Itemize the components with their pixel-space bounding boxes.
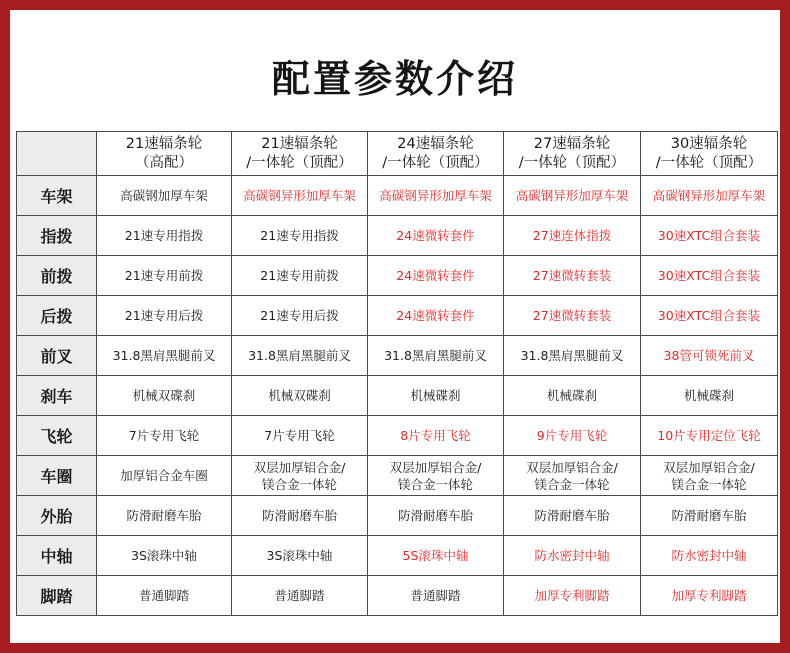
row-label: 脚踏 — [17, 576, 97, 616]
cell-line: 双层加厚铝合金/ — [253, 459, 346, 475]
column-header — [641, 132, 778, 176]
cell-line: 镁合金一体轮 — [671, 476, 747, 492]
table-cell: 31.8黑肩黑腿前叉 — [232, 336, 368, 376]
table-row — [17, 536, 778, 576]
column-header-line1: 27速辐条轮 — [533, 135, 611, 152]
column-header-line1: 21速辐条轮 — [125, 135, 203, 152]
table-cell — [232, 456, 368, 496]
table-cell: 7片专用飞轮 — [232, 416, 368, 456]
table-cell: 普通脚踏 — [368, 576, 504, 616]
cell-line: 镁合金一体轮 — [534, 476, 610, 492]
column-header-line2: /一体轮（顶配） — [655, 154, 763, 171]
table-cell: 高碳钢异形加厚车架 — [232, 176, 368, 216]
table-cell: 8片专用飞轮 — [368, 416, 504, 456]
table-cell: 7片专用飞轮 — [97, 416, 232, 456]
table-cell: 防滑耐磨车胎 — [232, 496, 368, 536]
table-row — [17, 336, 778, 376]
row-label: 后拨 — [17, 296, 97, 336]
table-cell: 防滑耐磨车胎 — [504, 496, 641, 536]
table-cell: 机械碟刹 — [641, 376, 778, 416]
row-label: 飞轮 — [17, 416, 97, 456]
row-label: 外胎 — [17, 496, 97, 536]
table-cell: 21速专用前拨 — [97, 256, 232, 296]
row-label: 车架 — [17, 176, 97, 216]
table-cell: 24速微转套件 — [368, 296, 504, 336]
table-cell: 3S滚珠中轴 — [232, 536, 368, 576]
table-cell: 高碳钢异形加厚车架 — [641, 176, 778, 216]
cell-line: 镁合金一体轮 — [397, 476, 473, 492]
table-cell: 30速XTC组合套装 — [641, 296, 778, 336]
column-header-line2: /一体轮（顶配） — [246, 154, 353, 171]
row-label: 中轴 — [17, 536, 97, 576]
column-header-line1: 21速辐条轮 — [261, 135, 338, 152]
table-cell: 30速XTC组合套装 — [641, 216, 778, 256]
column-header-line2: （高配） — [135, 154, 193, 171]
table-cell: 27速连体指拨 — [504, 216, 641, 256]
cell-line: 镁合金一体轮 — [261, 476, 337, 492]
table-cell: 31.8黑肩黑腿前叉 — [504, 336, 641, 376]
table-row — [17, 496, 778, 536]
table-cell: 30速XTC组合套装 — [641, 256, 778, 296]
table-cell — [504, 456, 641, 496]
table-cell: 9片专用飞轮 — [504, 416, 641, 456]
table-cell: 防滑耐磨车胎 — [368, 496, 504, 536]
table-cell: 31.8黑肩黑腿前叉 — [97, 336, 232, 376]
table-cell: 21速专用指拨 — [232, 216, 368, 256]
table-row — [17, 456, 778, 496]
row-label: 指拨 — [17, 216, 97, 256]
column-header-line2: /一体轮（顶配） — [518, 154, 626, 171]
header-row — [17, 132, 778, 176]
table-cell: 加厚专利脚踏 — [641, 576, 778, 616]
spec-table-body — [17, 176, 778, 616]
table-cell: 21速专用指拨 — [97, 216, 232, 256]
table-cell: 高碳钢加厚车架 — [97, 176, 232, 216]
column-header-line1: 24速辐条轮 — [397, 135, 474, 152]
table-cell: 防水密封中轴 — [641, 536, 778, 576]
column-header — [232, 132, 368, 176]
table-cell: 高碳钢异形加厚车架 — [504, 176, 641, 216]
table-row — [17, 376, 778, 416]
table-cell: 24速微转套件 — [368, 256, 504, 296]
column-header-line1: 30速辐条轮 — [670, 135, 748, 152]
table-cell: 防滑耐磨车胎 — [641, 496, 778, 536]
row-label: 车圈 — [17, 456, 97, 496]
table-cell: 机械碟刹 — [504, 376, 641, 416]
cell-line: 双层加厚铝合金/ — [389, 459, 482, 475]
cell-line: 双层加厚铝合金/ — [526, 459, 618, 475]
cell-line: 双层加厚铝合金/ — [663, 459, 755, 475]
table-cell: 加厚铝合金车圈 — [97, 456, 232, 496]
table-cell: 机械双碟刹 — [97, 376, 232, 416]
table-cell: 加厚专利脚踏 — [504, 576, 641, 616]
table-row — [17, 176, 778, 216]
table-cell: 38管可锁死前叉 — [641, 336, 778, 376]
row-label: 刹车 — [17, 376, 97, 416]
table-row — [17, 216, 778, 256]
table-cell: 24速微转套件 — [368, 216, 504, 256]
table-cell — [368, 456, 504, 496]
table-cell: 27速微转套装 — [504, 296, 641, 336]
page-title: 配置参数介绍 — [271, 57, 518, 101]
column-header — [504, 132, 641, 176]
table-row — [17, 296, 778, 336]
table-cell — [641, 456, 778, 496]
table-cell: 5S滚珠中轴 — [368, 536, 504, 576]
table-row — [17, 256, 778, 296]
table-cell: 防滑耐磨车胎 — [97, 496, 232, 536]
table-cell: 高碳钢异形加厚车架 — [368, 176, 504, 216]
table-cell: 普通脚踏 — [232, 576, 368, 616]
table-row — [17, 576, 778, 616]
table-cell: 27速微转套装 — [504, 256, 641, 296]
column-header — [97, 132, 232, 176]
table-cell: 防水密封中轴 — [504, 536, 641, 576]
table-row — [17, 416, 778, 456]
table-cell: 3S滚珠中轴 — [97, 536, 232, 576]
header-corner-cell — [17, 132, 97, 176]
table-cell: 21速专用前拨 — [232, 256, 368, 296]
table-cell: 31.8黑肩黑腿前叉 — [368, 336, 504, 376]
table-cell: 普通脚踏 — [97, 576, 232, 616]
table-cell: 21速专用后拨 — [97, 296, 232, 336]
column-header — [368, 132, 504, 176]
table-cell: 机械双碟刹 — [232, 376, 368, 416]
column-header-line2: /一体轮（顶配） — [382, 154, 489, 171]
table-cell: 21速专用后拨 — [232, 296, 368, 336]
row-label: 前叉 — [17, 336, 97, 376]
spec-table — [16, 131, 778, 616]
row-label: 前拨 — [17, 256, 97, 296]
table-cell: 机械碟刹 — [368, 376, 504, 416]
table-cell: 10片专用定位飞轮 — [641, 416, 778, 456]
